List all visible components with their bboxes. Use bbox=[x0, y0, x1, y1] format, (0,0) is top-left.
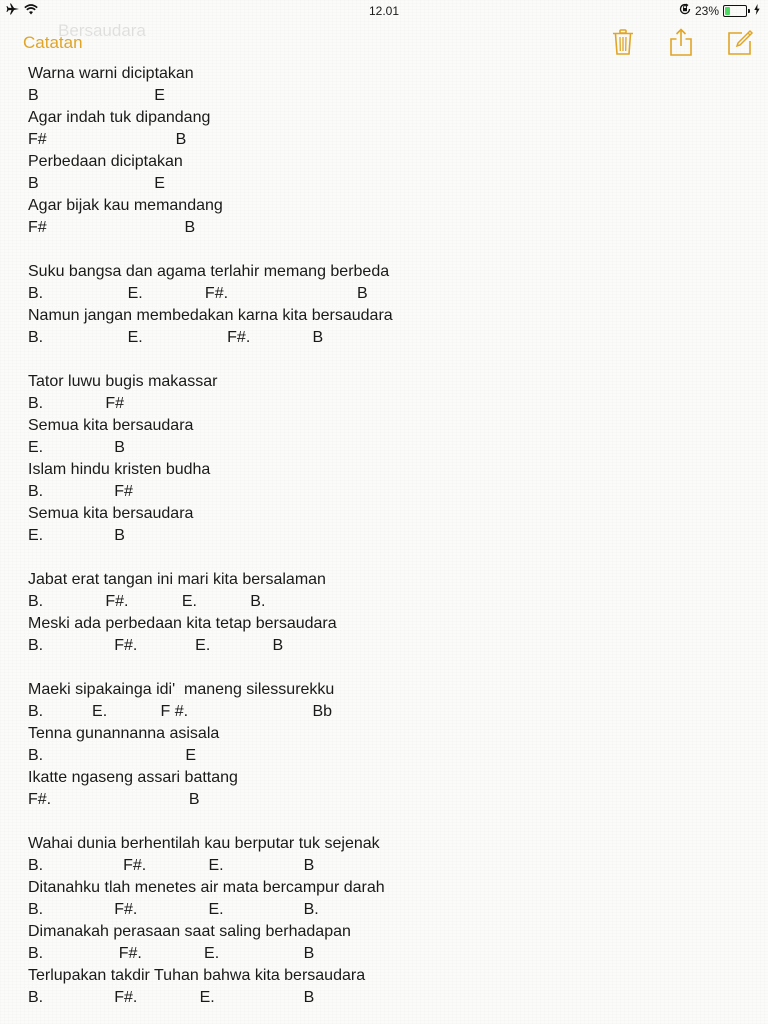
note-line: Tenna gunannanna asisala bbox=[28, 725, 220, 742]
back-button[interactable]: Catatan bbox=[23, 33, 83, 52]
note-line: Terlupakan takdir Tuhan bahwa kita bersaudara bbox=[28, 967, 366, 984]
note-line: Ditanahku tlah menetes air mata bercampur darah bbox=[28, 879, 385, 896]
compose-icon[interactable] bbox=[725, 27, 755, 57]
note-line: Wahai dunia berhentilah kau berputar tuk sejenak bbox=[28, 835, 380, 852]
note-line: Namun jangan membedakan karna kita bersaudara bbox=[28, 307, 393, 324]
share-icon[interactable] bbox=[666, 27, 696, 57]
note-line: B. F#. E. B bbox=[28, 857, 315, 874]
note-line: Meski ada perbedaan kita tetap bersaudara bbox=[28, 615, 337, 632]
note-line: Warna warni diciptakan bbox=[28, 65, 194, 82]
note-line: B. E bbox=[28, 747, 197, 764]
note-line: Tator luwu bugis makassar bbox=[28, 373, 218, 390]
note-line: B. F#. E. B. bbox=[28, 593, 266, 610]
note-line: E. B bbox=[28, 439, 125, 456]
note-blank-line bbox=[28, 349, 748, 371]
note-line: B. F#. E. B. bbox=[28, 901, 319, 918]
note-line: B. F#. E. B bbox=[28, 637, 284, 654]
note-line: E. B bbox=[28, 527, 125, 544]
trash-icon[interactable] bbox=[608, 27, 638, 57]
note-line: B. E. F #. Bb bbox=[28, 703, 333, 720]
status-right bbox=[679, 3, 760, 18]
note-blank-line bbox=[28, 657, 748, 679]
orientation-lock-icon bbox=[679, 3, 691, 18]
note-line: B. F# bbox=[28, 395, 125, 412]
note-line: Agar indah tuk dipandang bbox=[28, 109, 211, 126]
note-line: B. E. F#. B bbox=[28, 285, 368, 302]
note-line: Ikatte ngaseng assari battang bbox=[28, 769, 238, 786]
note-line: B. E. F#. B bbox=[28, 329, 324, 346]
note-blank-line bbox=[28, 547, 748, 569]
note-line: F# B bbox=[28, 219, 196, 236]
battery-icon bbox=[723, 5, 750, 17]
ghost-title: Bersaudara bbox=[58, 21, 146, 40]
note-line: Dimanakah perasaan saat saling berhadapan bbox=[28, 923, 351, 940]
nav-bar bbox=[0, 22, 768, 62]
note-blank-line bbox=[28, 811, 748, 833]
note-line: Islam hindu kristen budha bbox=[28, 461, 211, 478]
note-line: B. F#. E. B bbox=[28, 945, 315, 962]
note-blank-line bbox=[28, 239, 748, 261]
note-line: Maeki sipakainga idi' maneng silessurekku bbox=[28, 681, 335, 698]
note-line: B E bbox=[28, 87, 165, 104]
battery-percent: 23% bbox=[694, 3, 719, 18]
note-line: B. F#. E. B bbox=[28, 989, 315, 1006]
note-line: Perbedaan diciptakan bbox=[28, 153, 183, 170]
status-bar bbox=[0, 0, 768, 22]
note-line: B. F# bbox=[28, 483, 133, 500]
note-line: Suku bangsa dan agama terlahir memang berbeda bbox=[28, 263, 390, 280]
note-line: F# B bbox=[28, 131, 187, 148]
note-line: Agar bijak kau memandang bbox=[28, 197, 223, 214]
status-time: 12.01 bbox=[368, 4, 400, 18]
note-line: Jabat erat tangan ini mari kita bersalaman bbox=[28, 571, 326, 588]
note-line: Semua kita bersaudara bbox=[28, 417, 194, 434]
note-line: F#. B bbox=[28, 791, 200, 808]
note-body[interactable] bbox=[28, 63, 748, 1009]
charging-bolt-icon bbox=[754, 4, 760, 18]
note-line: B E bbox=[28, 175, 165, 192]
note-line: Semua kita bersaudara bbox=[28, 505, 194, 522]
